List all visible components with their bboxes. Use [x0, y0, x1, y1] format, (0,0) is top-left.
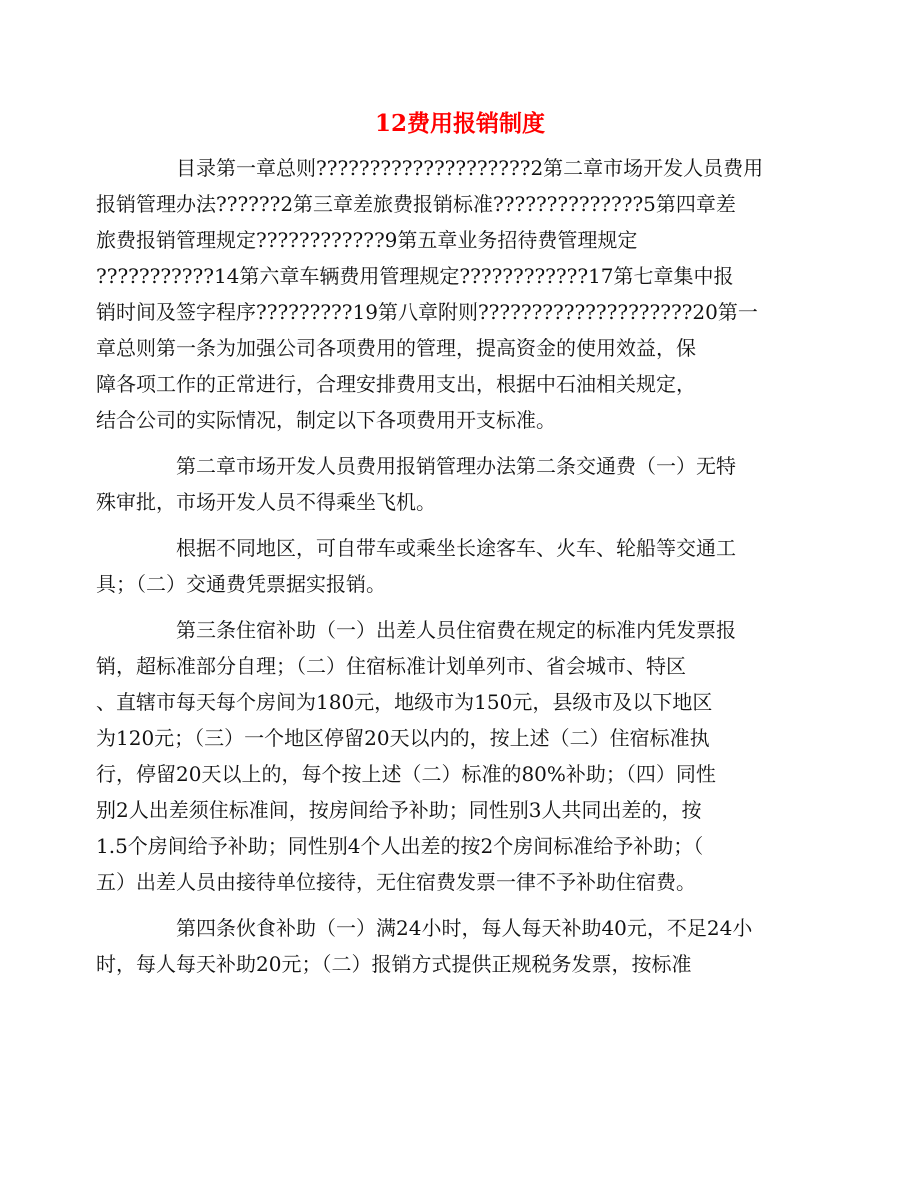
text-line: 第二章市场开发人员费用报销管理办法第二条交通费（一）无特 [176, 454, 736, 478]
paragraph-table-of-contents [96, 150, 786, 438]
text-line: 目录第一章总则????????????????????2第二章市场开发人员费用 [176, 156, 764, 180]
text-line: 别2人出差须住标准间，按房间给予补助；同性别3人共同出差的，按 [96, 798, 702, 822]
paragraph-chapter-two [96, 448, 786, 520]
text-line: 、直辖市每天每个房间为180元，地级市为150元，县级市及以下地区 [96, 690, 713, 714]
text-line: 销时间及签字程序?????????19第八章附则????????????????????20第一 [96, 300, 758, 324]
text-line: 旅费报销管理规定????????????9第五章业务招待费管理规定 [96, 228, 638, 252]
text-line: 五）出差人员由接待单位接待，无住宿费发票一律不予补助住宿费。 [96, 870, 696, 894]
text-line: ???????????14第六章车辆费用管理规定????????????17第七章集中报 [96, 264, 734, 288]
text-line: 结合公司的实际情况，制定以下各项费用开支标准。 [96, 408, 556, 432]
text-line: 为120元；（三）一个地区停留20天以内的，按上述（二）住宿标准执 [96, 726, 710, 750]
text-line: 章总则第一条为加强公司各项费用的管理，提高资金的使用效益，保 [96, 336, 696, 360]
text-line: 具；（二）交通费凭票据实报销。 [96, 572, 386, 596]
paragraph-meal-allowance [96, 910, 786, 982]
text-line: 销，超标准部分自理；（二）住宿标准计划单列市、省会城市、特区 [96, 654, 686, 678]
text-line: 障各项工作的正常进行，合理安排费用支出，根据中石油相关规定， [96, 372, 696, 396]
text-line: 1.5个房间给予补助；同性别4个人出差的按2个房间标准给予补助；（ [96, 834, 704, 858]
text-line: 根据不同地区，可自带车或乘坐长途客车、火车、轮船等交通工 [176, 536, 736, 560]
text-line: 时，每人每天补助20元；（二）报销方式提供正规税务发票，按标准 [96, 952, 692, 976]
paragraph-transport [96, 530, 786, 602]
text-line: 报销管理办法??????2第三章差旅费报销标准??????????????5第四章差 [96, 192, 736, 216]
document-body [96, 150, 786, 992]
document-title: 12费用报销制度 [374, 110, 545, 137]
paragraph-accommodation [96, 612, 786, 900]
text-line: 殊审批，市场开发人员不得乘坐飞机。 [96, 490, 436, 514]
text-line: 第三条住宿补助（一）出差人员住宿费在规定的标准内凭发票报 [176, 618, 736, 642]
text-line: 行，停留20天以上的，每个按上述（二）标准的80%补助；（四）同性 [96, 762, 716, 786]
text-line: 第四条伙食补助（一）满24小时，每人每天补助40元，不足24小 [176, 916, 753, 940]
